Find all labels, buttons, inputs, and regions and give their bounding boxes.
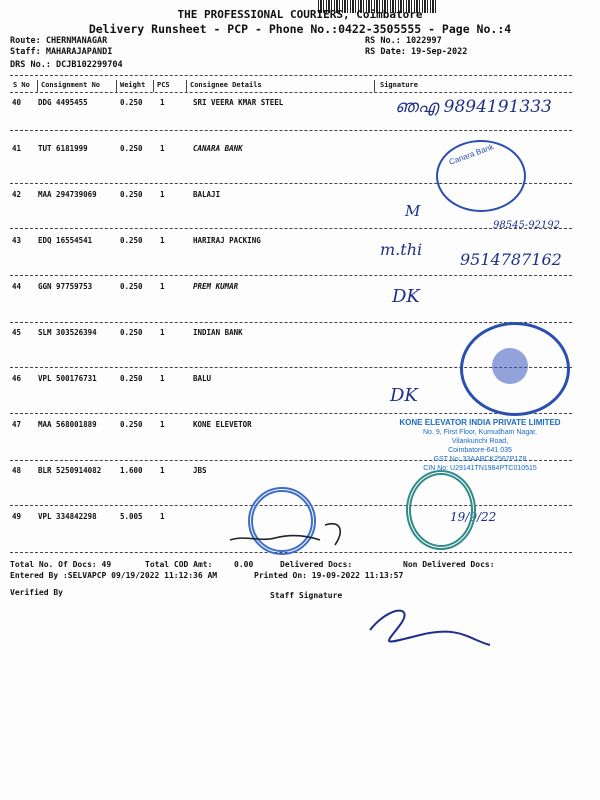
pcs: 1 <box>160 420 165 429</box>
staff-signature: Staff Signature <box>270 591 343 600</box>
pcs: 1 <box>160 190 165 199</box>
signature-40: ഞഎ 9894191333 <box>395 97 552 117</box>
pcs: 1 <box>160 512 165 521</box>
col-pcs: PCS <box>157 81 170 89</box>
company-title: THE PROFESSIONAL COURIERS, Coimbatore <box>177 8 423 21</box>
row-rule <box>10 275 572 276</box>
signature-42-phone: 98545-92192 <box>493 220 561 231</box>
pcs: 1 <box>160 328 165 337</box>
pcs: 1 <box>160 466 165 475</box>
consignee: BALAJI <box>193 190 221 199</box>
consignment-no: EDQ 16554541 <box>38 236 93 245</box>
non-delivered-docs: Non Delivered Docs: <box>403 560 495 569</box>
pcs: 1 <box>160 98 165 107</box>
signature-43-name: m.thi <box>380 240 423 259</box>
consignee: KONE ELEVETOR <box>193 420 252 429</box>
consignment-no: MAA 568001889 <box>38 420 97 429</box>
consignee: CANARA BANK <box>193 144 243 153</box>
divider <box>37 80 38 92</box>
row-rule <box>10 228 572 229</box>
indian-bank-logo <box>492 348 528 384</box>
consignment-no: MAA 294739069 <box>38 190 97 199</box>
drs-number: DRS No.: DCJB102299704 <box>10 60 123 70</box>
col-consignment: Consignment No <box>41 81 101 89</box>
row-rule <box>10 322 572 323</box>
delivered-docs: Delivered Docs: <box>280 560 353 569</box>
weight: 0.250 <box>120 328 143 337</box>
weight: 0.250 <box>120 282 143 291</box>
consignee: BALU <box>193 374 212 383</box>
rs-number: RS No.: 1022997 <box>365 36 442 46</box>
divider <box>186 80 187 92</box>
staff-signature-scribble <box>360 600 500 650</box>
total-cod-value: 0.00 <box>234 560 254 569</box>
signature-49: 19/9/22 <box>450 510 497 524</box>
sno: 48 <box>12 466 22 475</box>
consignment-no: DDG 4495455 <box>38 98 88 107</box>
sno: 43 <box>12 236 22 245</box>
pcs: 1 <box>160 236 165 245</box>
sno: 40 <box>12 98 22 107</box>
signature-43-phone: 9514787162 <box>460 250 562 269</box>
pcs: 1 <box>160 282 165 291</box>
header-bottom-rule <box>10 92 572 93</box>
consignment-no: TUT 6181999 <box>38 144 88 153</box>
weight: 0.250 <box>120 374 143 383</box>
signature-44: DK <box>392 286 420 307</box>
header-top-rule <box>10 75 572 76</box>
printed-on: Printed On: 19-09-2022 11:13:57 <box>254 571 404 580</box>
weight: 0.250 <box>120 190 143 199</box>
canara-bank-stamp: Canara Bank <box>436 140 526 212</box>
sno: 41 <box>12 144 22 153</box>
total-docs: Total No. Of Docs: 49 <box>10 560 112 569</box>
consignment-no: SLM 303526394 <box>38 328 97 337</box>
weight: 1.600 <box>120 466 143 475</box>
signature-48-scribble <box>225 520 355 550</box>
consignee: JBS <box>193 466 207 475</box>
signature-42-initial: M <box>405 202 421 220</box>
weight: 0.250 <box>120 98 143 107</box>
verified-by: Verified By <box>10 588 63 597</box>
staff: Staff: MAHARAJAPANDI <box>10 47 113 57</box>
col-consignee: Consignee Details <box>190 81 262 89</box>
divider <box>153 80 154 92</box>
sno: 46 <box>12 374 22 383</box>
runsheet-subtitle: Delivery Runsheet - PCP - Phone No.:0422-3505555 - Page No.:4 <box>88 22 512 36</box>
consignee: HARIRAJ PACKING <box>193 236 261 245</box>
sno: 44 <box>12 282 22 291</box>
divider <box>374 80 375 92</box>
rs-date: RS Date: 19-Sep-2022 <box>365 47 468 57</box>
total-cod-label: Total COD Amt: <box>145 560 213 569</box>
row-rule <box>10 130 572 131</box>
consignment-no: VPL 500176731 <box>38 374 97 383</box>
sno: 49 <box>12 512 22 521</box>
route: Route: CHERNMANAGAR <box>10 36 108 46</box>
weight: 5.005 <box>120 512 143 521</box>
col-sno: S No <box>13 81 30 89</box>
sno: 42 <box>12 190 22 199</box>
col-weight: Weight <box>120 81 146 89</box>
consignment-no: BLR 5250914082 <box>38 466 102 475</box>
company-seal-stamp <box>406 470 476 550</box>
consignee: SRI VEERA KMAR STEEL <box>193 98 284 107</box>
divider <box>116 80 117 92</box>
weight: 0.250 <box>120 144 143 153</box>
signature-46: DK <box>390 385 418 406</box>
entered-by: Entered By :SELVAPCP 09/19/2022 11:12:36 AM <box>10 571 218 580</box>
kone-address-stamp: KONE ELEVATOR INDIA PRIVATE LIMITED No. 9, First Floor, Kumudham Nagar, Vilankurichi Road, Coimbatore-641 035 GST No: 33AABCK2567P1Z8 CIN No: U29141TN1984PTC010515 <box>399 418 561 472</box>
sno: 47 <box>12 420 22 429</box>
weight: 0.250 <box>120 236 143 245</box>
consignee: INDIAN BANK <box>193 328 243 337</box>
weight: 0.250 <box>120 420 143 429</box>
row-rule <box>10 413 572 414</box>
pcs: 1 <box>160 374 165 383</box>
pcs: 1 <box>160 144 165 153</box>
sno: 45 <box>12 328 22 337</box>
col-signature: Signature <box>380 81 418 89</box>
consignee: PREM KUMAR <box>193 282 239 291</box>
consignment-no: VPL 334842298 <box>38 512 97 521</box>
consignment-no: GGN 97759753 <box>38 282 93 291</box>
